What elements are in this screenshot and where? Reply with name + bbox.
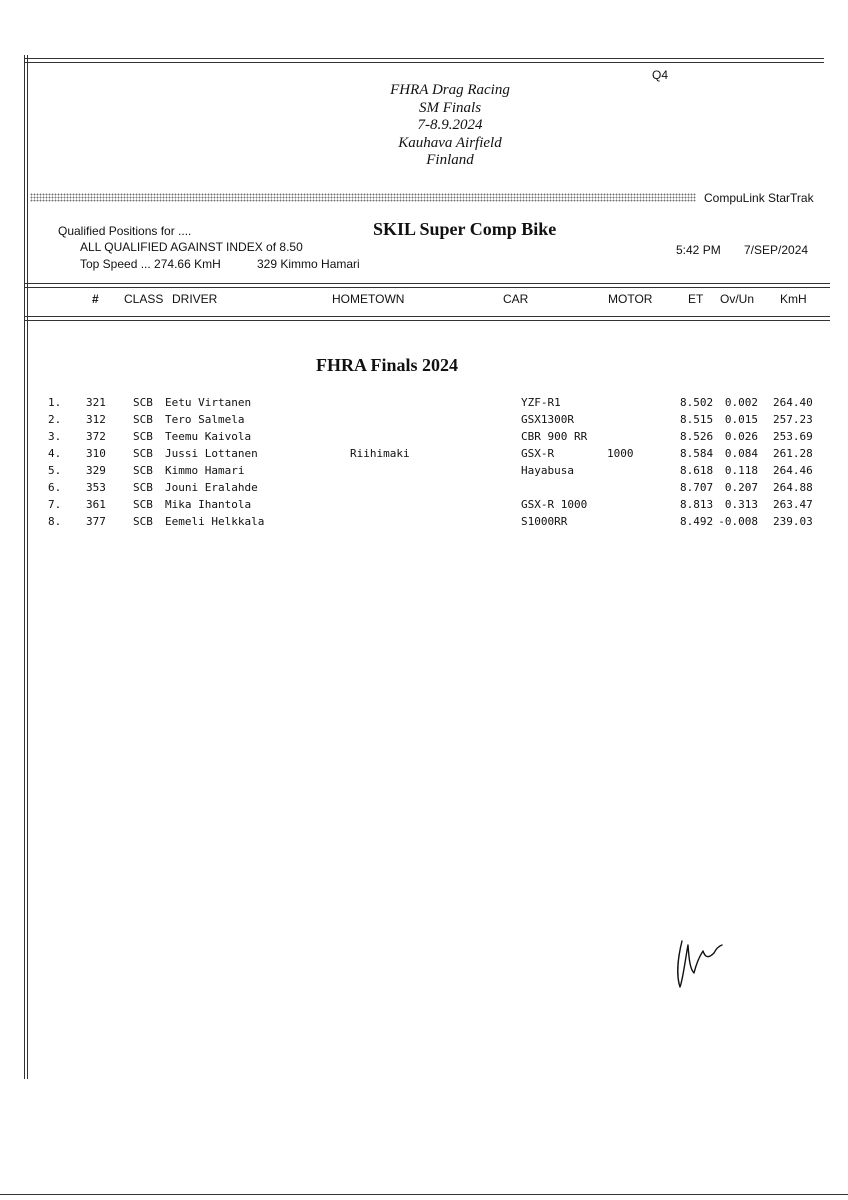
cell-driver: Jouni Eralahde bbox=[165, 481, 258, 494]
cell-kmh: 264.88 bbox=[773, 481, 813, 494]
table-row bbox=[0, 413, 848, 430]
cell-ov-un: 0.118 bbox=[724, 464, 758, 477]
event-line-3: 7-8.9.2024 bbox=[417, 117, 483, 133]
table-row bbox=[0, 481, 848, 498]
cell-car-number: 372 bbox=[86, 430, 106, 443]
col-ovun: Ov/Un bbox=[720, 292, 755, 306]
cell-class: SCB bbox=[133, 413, 153, 426]
top-rule bbox=[24, 58, 824, 59]
cell-ov-un: 0.313 bbox=[724, 498, 758, 511]
cell-kmh: 261.28 bbox=[773, 447, 813, 460]
corner-label: Q4 bbox=[652, 68, 669, 82]
handwritten-signature bbox=[668, 935, 728, 995]
bottom-rule bbox=[0, 1194, 848, 1195]
col-hometown: HOMETOWN bbox=[332, 292, 405, 306]
col-kmh: KmH bbox=[780, 292, 807, 306]
event-line-5: Finland bbox=[426, 152, 474, 168]
cell-class: SCB bbox=[133, 515, 153, 528]
event-line-2: SM Finals bbox=[418, 99, 482, 116]
cell-et: 8.707 bbox=[680, 481, 714, 494]
cell-position: 1. bbox=[48, 396, 62, 409]
cell-class: SCB bbox=[133, 498, 153, 511]
col-car: CAR bbox=[503, 292, 529, 306]
cell-position: 7. bbox=[48, 498, 62, 511]
cell-kmh: 263.47 bbox=[773, 498, 813, 511]
cell-class: SCB bbox=[133, 481, 153, 494]
cell-car-number: 353 bbox=[86, 481, 106, 494]
report-time: 5:42 PM bbox=[676, 243, 721, 257]
cell-car: YZF-R1 bbox=[521, 396, 561, 409]
table-row bbox=[0, 515, 848, 532]
cell-ov-un: 0.002 bbox=[724, 396, 758, 409]
cell-driver: Tero Salmela bbox=[165, 413, 245, 426]
cell-car-number: 377 bbox=[86, 515, 106, 528]
table-row bbox=[0, 396, 848, 413]
top-speed-holder: 329 Kimmo Hamari bbox=[257, 257, 360, 271]
cell-motor: 1000 bbox=[607, 447, 634, 460]
header-rule-bottom bbox=[24, 316, 830, 321]
section-title: FHRA Finals 2024 bbox=[316, 355, 459, 375]
cell-position: 4. bbox=[48, 447, 62, 460]
cell-position: 2. bbox=[48, 413, 62, 426]
cell-driver: Jussi Lottanen bbox=[165, 447, 258, 460]
cell-et: 8.584 bbox=[680, 447, 714, 460]
cell-driver: Mika Ihantola bbox=[165, 498, 252, 511]
cell-car-number: 310 bbox=[86, 447, 106, 460]
cell-car-number: 321 bbox=[86, 396, 106, 409]
cell-ov-un: 0.207 bbox=[724, 481, 758, 494]
cell-car: GSX-R 1000 bbox=[521, 498, 588, 511]
cell-position: 5. bbox=[48, 464, 62, 477]
cell-car-number: 312 bbox=[86, 413, 106, 426]
cell-car: GSX-R bbox=[521, 447, 555, 460]
cell-position: 6. bbox=[48, 481, 62, 494]
cell-driver: Eemeli Helkkala bbox=[165, 515, 265, 528]
cell-class: SCB bbox=[133, 464, 153, 477]
cell-car: GSX1300R bbox=[521, 413, 574, 426]
report-date: 7/SEP/2024 bbox=[744, 243, 809, 257]
cell-ov-un: 0.084 bbox=[724, 447, 758, 460]
cell-kmh: 257.23 bbox=[773, 413, 813, 426]
cell-car-number: 361 bbox=[86, 498, 106, 511]
header-rule-top bbox=[24, 283, 830, 288]
cell-ov-un: -0.008 bbox=[718, 515, 758, 528]
cell-kmh: 239.03 bbox=[773, 515, 813, 528]
cell-ov-un: 0.015 bbox=[724, 413, 758, 426]
table-row bbox=[0, 430, 848, 447]
software-label: CompuLink StarTrak bbox=[704, 191, 814, 205]
cell-position: 8. bbox=[48, 515, 62, 528]
cell-ov-un: 0.026 bbox=[724, 430, 758, 443]
col-class: CLASS bbox=[124, 292, 164, 306]
event-title-block bbox=[300, 82, 600, 170]
class-title: SKIL Super Comp Bike bbox=[373, 219, 557, 239]
cell-class: SCB bbox=[133, 447, 153, 460]
table-row bbox=[0, 447, 848, 464]
event-line-4: Kauhava Airfield bbox=[398, 134, 502, 151]
table-row bbox=[0, 498, 848, 515]
cell-position: 3. bbox=[48, 430, 62, 443]
table-row bbox=[0, 464, 848, 481]
col-et: ET bbox=[688, 292, 704, 306]
cell-car: CBR 900 RR bbox=[521, 430, 588, 443]
cell-kmh: 264.40 bbox=[773, 396, 813, 409]
cell-car: Hayabusa bbox=[521, 464, 574, 477]
col-driver: DRIVER bbox=[172, 292, 218, 306]
top-speed-label: Top Speed ... 274.66 KmH bbox=[80, 257, 221, 271]
cell-et: 8.813 bbox=[680, 498, 714, 511]
col-num: # bbox=[92, 292, 99, 306]
left-border-line bbox=[24, 55, 28, 1079]
cell-car: S1000RR bbox=[521, 515, 568, 528]
cell-et: 8.502 bbox=[680, 396, 714, 409]
cell-car-number: 329 bbox=[86, 464, 106, 477]
cell-hometown: Riihimaki bbox=[350, 447, 410, 460]
cell-et: 8.618 bbox=[680, 464, 714, 477]
top-rule-inner bbox=[24, 62, 824, 63]
event-line-1: FHRA Drag Racing bbox=[390, 82, 510, 98]
cell-class: SCB bbox=[133, 430, 153, 443]
cell-driver: Kimmo Hamari bbox=[165, 464, 245, 477]
cell-driver: Teemu Kaivola bbox=[165, 430, 252, 443]
cell-kmh: 253.69 bbox=[773, 430, 813, 443]
index-label: ALL QUALIFIED AGAINST INDEX of 8.50 bbox=[80, 240, 303, 254]
cell-et: 8.492 bbox=[680, 515, 714, 528]
cell-driver: Eetu Virtanen bbox=[165, 396, 252, 409]
col-motor: MOTOR bbox=[608, 292, 653, 306]
cell-class: SCB bbox=[133, 396, 153, 409]
qualified-positions-label: Qualified Positions for .... bbox=[58, 224, 192, 238]
cell-et: 8.515 bbox=[680, 413, 714, 426]
dotted-separator-band bbox=[30, 193, 696, 202]
cell-kmh: 264.46 bbox=[773, 464, 813, 477]
cell-et: 8.526 bbox=[680, 430, 714, 443]
